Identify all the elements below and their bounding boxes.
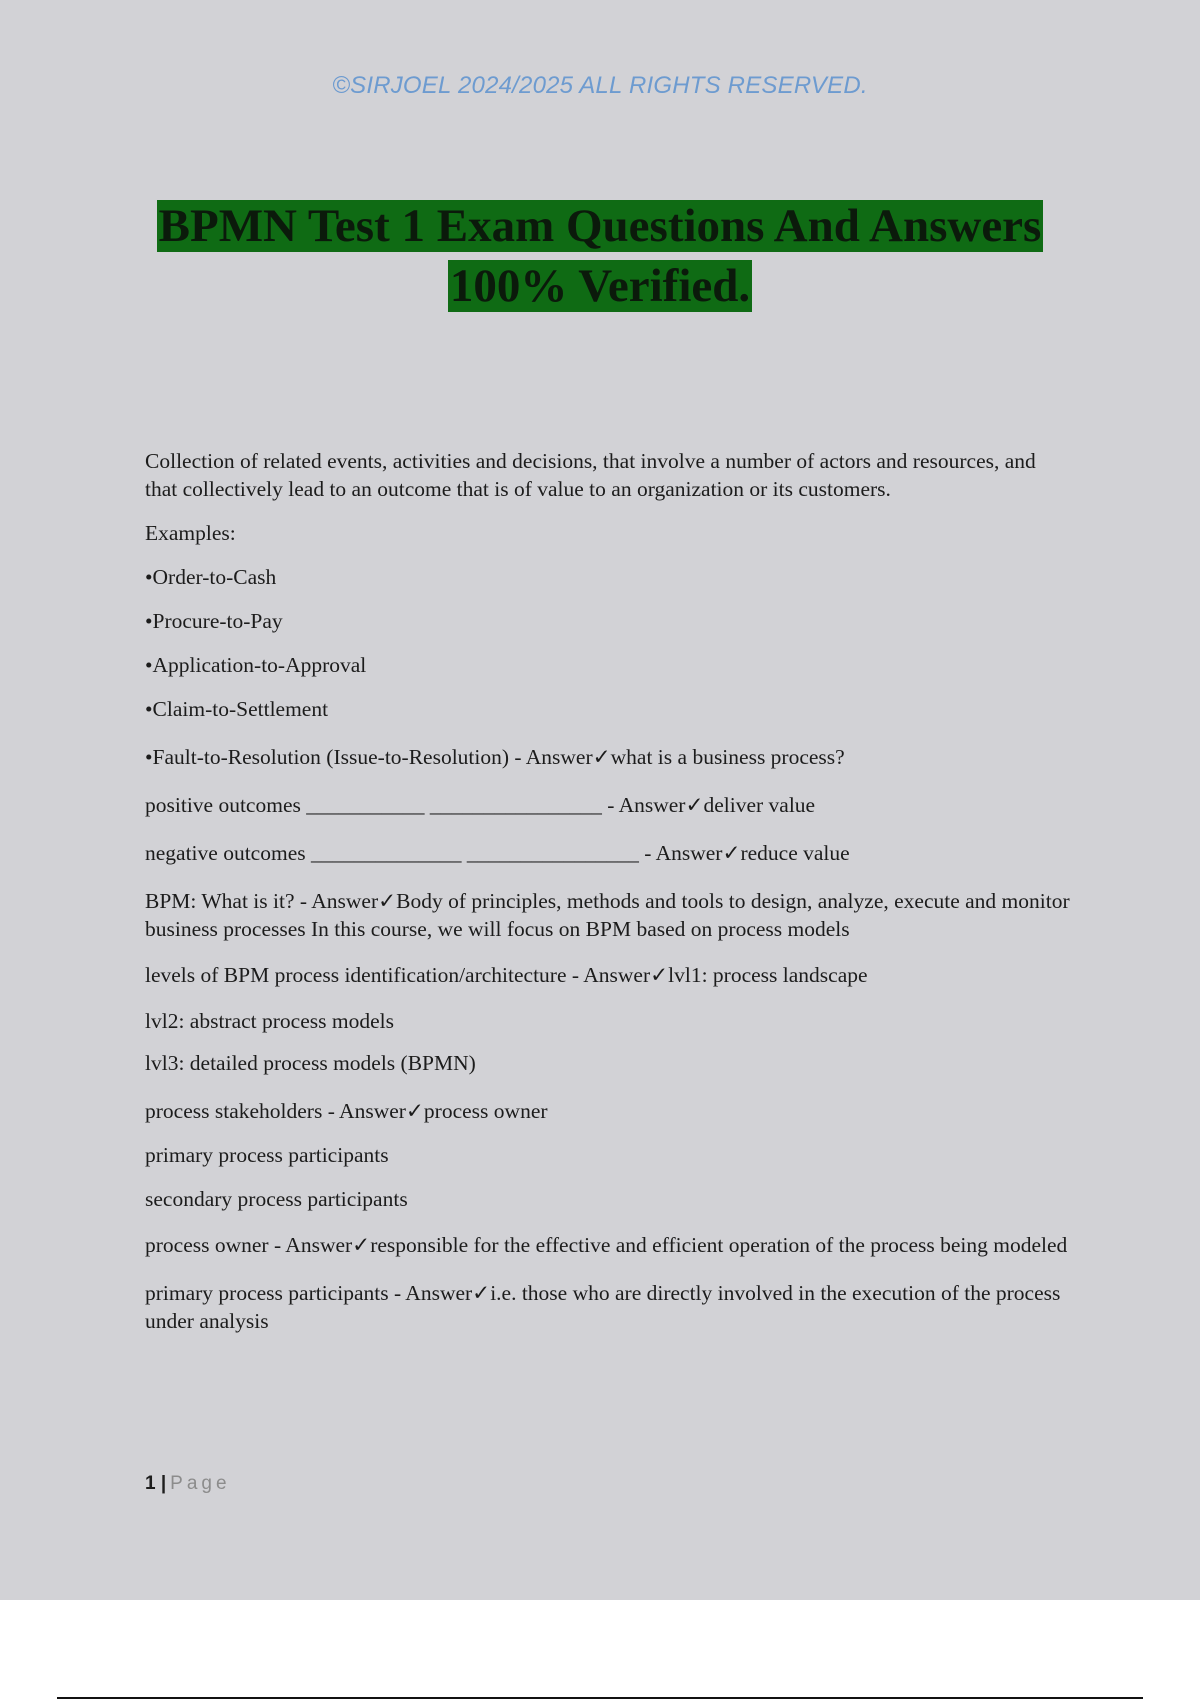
list-item: •Order-to-Cash (145, 565, 277, 589)
qa-item: lvl3: detailed process models (BPMN) (145, 1051, 476, 1075)
paragraph-examples-label: Examples: (145, 521, 236, 545)
document-body (145, 447, 1070, 1335)
qa-item: primary process participants (145, 1143, 389, 1167)
qa-item: process owner - Answer✓responsible for the effective and efficient operation of the process being modeled (145, 1233, 1068, 1257)
qa-item: negative outcomes ______________ ________________ - Answer✓reduce value (145, 841, 850, 865)
copyright-watermark: ©SIRJOEL 2024/2025 ALL RIGHTS RESERVED. (332, 72, 868, 99)
qa-item: secondary process participants (145, 1187, 408, 1211)
qa-item: levels of BPM process identification/architecture - Answer✓lvl1: process landscape (145, 963, 868, 987)
paragraph-definition: Collection of related events, activities and decisions, that involve a number of actors and resources, and that collectively lead to an outcome that is of value to an organization or its customers. (145, 449, 1036, 501)
list-item: •Claim-to-Settlement (145, 697, 329, 721)
qa-item: positive outcomes ___________ ________________ - Answer✓deliver value (145, 793, 816, 817)
qa-item: lvl2: abstract process models (145, 1009, 394, 1033)
qa-item: primary process participants - Answer✓i.e. those who are directly involved in the execution of the process under analysis (145, 1281, 1061, 1333)
document-title (0, 196, 1200, 316)
page-footer (145, 1473, 231, 1495)
list-item: •Procure-to-Pay (145, 609, 283, 633)
qa-item: BPM: What is it? - Answer✓Body of principles, methods and tools to design, analyze, execute and monitor business processes In this course, we will focus on BPM based on process models (145, 889, 1070, 941)
title-line-2: 100% Verified. (449, 260, 751, 312)
qa-item: •Fault-to-Resolution (Issue-to-Resolution) - Answer✓what is a business process? (145, 745, 845, 769)
page-label: Page (170, 1473, 231, 1494)
list-item: •Application-to-Approval (145, 653, 367, 677)
page-number: 1 | (145, 1473, 167, 1494)
title-line-1: BPMN Test 1 Exam Questions And Answers (158, 200, 1042, 252)
bottom-divider (57, 1697, 1143, 1699)
qa-item: process stakeholders - Answer✓process owner (145, 1099, 548, 1123)
